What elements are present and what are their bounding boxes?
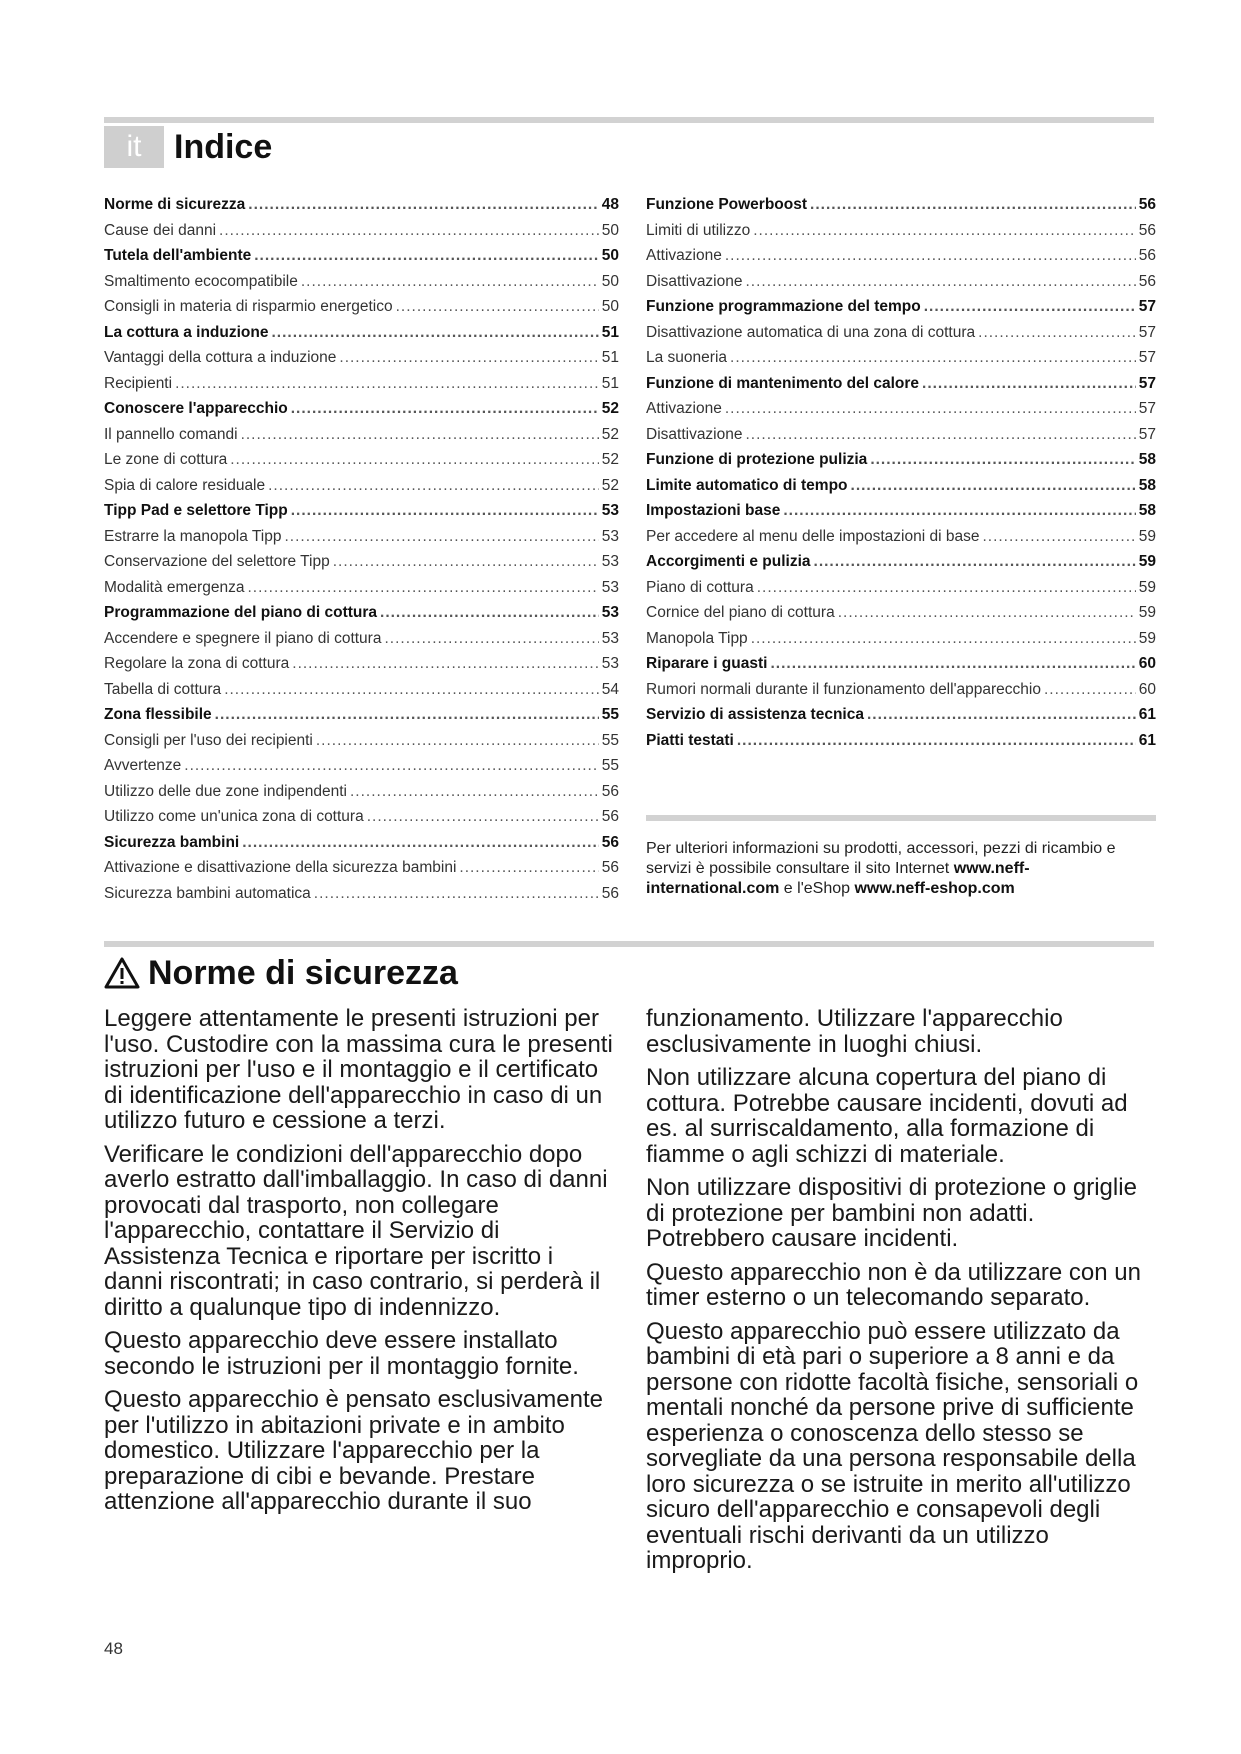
toc-leader-dots	[339, 349, 598, 367]
toc-entry[interactable]	[104, 834, 619, 860]
toc-entry[interactable]	[646, 706, 1156, 732]
toc-leader-dots	[292, 655, 598, 673]
top-divider	[104, 117, 1154, 123]
toc-leader-dots	[242, 834, 599, 852]
safety-paragraph: Non utilizzare dispositivi di protezione o griglie di protezione per bambini non adatti. Potrebbero causare incidenti.	[646, 1174, 1137, 1252]
info-note	[646, 839, 1156, 899]
toc-leader-dots	[783, 502, 1135, 520]
toc-entry-page: 58	[1138, 451, 1156, 468]
toc-leader-dots	[851, 477, 1136, 495]
toc-entry-title: Avvertenze	[104, 757, 182, 774]
toc-leader-dots	[367, 808, 599, 826]
toc-entry[interactable]	[104, 655, 619, 681]
toc-leader-dots	[982, 528, 1135, 546]
toc-entry-page: 57	[1138, 349, 1156, 366]
toc-leader-dots	[268, 477, 599, 495]
toc-entry[interactable]	[646, 400, 1156, 426]
safety-text-left-column	[104, 1006, 614, 1523]
eshop-link[interactable]: www.neff-eshop.com	[854, 880, 1015, 897]
toc-entry-title: Attivazione e disattivazione della sicurezza bambini	[104, 859, 457, 876]
toc-entry[interactable]	[104, 400, 619, 426]
toc-entry-title: Manopola Tipp	[646, 629, 748, 647]
toc-left-column	[104, 196, 619, 910]
toc-entry-page: 57	[1138, 425, 1156, 443]
safety-paragraph: Verificare le condizioni dell'apparecchio dopo averlo estratto dall'imballaggio. In caso di danni provocati dal trasporto, non collegare l'apparecchio, contattare il Servizio di Assistenza Tecnica e riportare per iscritto i danni riscontrati; in caso contrario, si perderà il diritto a qualunque tipo di indennizzo.	[104, 1140, 608, 1321]
toc-leader-dots	[224, 681, 599, 699]
toc-entry-title: Il pannello comandi	[104, 425, 238, 443]
toc-entry[interactable]	[646, 732, 1156, 758]
toc-entry-page: 53	[601, 629, 619, 647]
toc-entry[interactable]	[104, 579, 619, 605]
toc-leader-dots	[333, 553, 599, 571]
toc-entry-page: 61	[1138, 731, 1156, 749]
toc-entry-title: Consigli in materia di risparmio energetico	[104, 298, 393, 315]
toc-entry[interactable]	[646, 528, 1156, 554]
toc-entry-title: Disattivazione	[646, 425, 743, 443]
toc-entry-page: 57	[1138, 374, 1156, 392]
toc-entry-page: 53	[601, 578, 619, 596]
toc-entry[interactable]	[646, 502, 1156, 528]
toc-entry-title: Per accedere al menu delle impostazioni di base	[646, 527, 980, 545]
toc-entry[interactable]	[104, 528, 619, 554]
toc-entry-title: Rumori normali durante il funzionamento dell'apparecchio	[646, 680, 1041, 698]
toc-entry-title: Estrarre la manopola Tipp	[104, 527, 282, 545]
toc-entry-title: La cottura a induzione	[104, 323, 269, 341]
toc-leader-dots	[870, 451, 1135, 469]
toc-entry-page: 60	[1138, 655, 1156, 672]
safety-paragraph: Questo apparecchio deve essere installato secondo le istruzioni per il montaggio fornite.	[104, 1327, 579, 1380]
toc-entry-page: 50	[601, 247, 619, 264]
toc-leader-dots	[867, 706, 1136, 724]
toc-entry-title: Tabella di cottura	[104, 680, 222, 698]
toc-entry-title: La suoneria	[646, 349, 728, 366]
toc-entry[interactable]	[646, 604, 1156, 630]
toc-leader-dots	[459, 859, 598, 877]
toc-entry[interactable]	[646, 655, 1156, 681]
toc-entry-page: 57	[1138, 400, 1156, 417]
toc-entry-title: Zona flessibile	[104, 706, 212, 723]
toc-entry[interactable]	[104, 630, 619, 656]
toc-entry[interactable]	[104, 732, 619, 758]
safety-paragraph: funzionamento. Utilizzare l'apparecchio esclusivamente in luoghi chiusi.	[646, 1005, 1063, 1058]
toc-entry-page: 55	[601, 731, 619, 749]
toc-entry-title: Attivazione	[646, 400, 722, 417]
toc-entry[interactable]	[646, 426, 1156, 452]
toc-entry-title: Modalità emergenza	[104, 578, 245, 596]
toc-entry-page: 53	[601, 604, 619, 621]
toc-entry-page: 51	[601, 323, 619, 341]
toc-entry[interactable]	[104, 477, 619, 503]
toc-leader-dots	[248, 196, 598, 214]
toc-entry[interactable]	[104, 298, 619, 324]
toc-leader-dots	[753, 222, 1136, 240]
toc-entry-page: 54	[601, 680, 619, 698]
toc-entry-page: 59	[1138, 578, 1156, 596]
toc-entry-page: 56	[601, 884, 619, 902]
toc-leader-dots	[737, 732, 1136, 750]
toc-leader-dots	[810, 196, 1136, 214]
warning-triangle-icon	[104, 956, 140, 990]
toc-entry[interactable]	[104, 885, 619, 911]
toc-entry-title: Limiti di utilizzo	[646, 221, 751, 239]
toc-entry-title: Smaltimento ecocompatibile	[104, 272, 298, 290]
toc-entry[interactable]	[646, 324, 1156, 350]
safety-paragraph: Questo apparecchio non è da utilizzare con un timer esterno o un telecomando separato.	[646, 1258, 1141, 1311]
toc-entry-title: Tutela dell'ambiente	[104, 247, 252, 264]
toc-leader-dots	[746, 426, 1136, 444]
toc-entry[interactable]	[646, 375, 1156, 401]
toc-entry-page: 59	[1138, 604, 1156, 621]
toc-entry[interactable]	[104, 273, 619, 299]
toc-leader-dots	[770, 655, 1135, 673]
toc-entry[interactable]	[104, 222, 619, 248]
toc-entry-page: 52	[601, 425, 619, 443]
toc-leader-dots	[380, 604, 599, 622]
toc-entry-title: Utilizzo delle due zone indipendenti	[104, 782, 347, 800]
toc-entry-title: Vantaggi della cottura a induzione	[104, 349, 337, 366]
toc-entry[interactable]	[104, 808, 619, 834]
toc-entry-title: Programmazione del piano di cottura	[104, 604, 378, 621]
toc-leader-dots	[291, 502, 599, 520]
toc-entry[interactable]	[646, 222, 1156, 248]
toc-entry-page: 56	[1138, 196, 1156, 213]
toc-entry[interactable]	[646, 477, 1156, 503]
toc-entry-title: Spia di calore residuale	[104, 476, 266, 494]
toc-entry-page: 56	[601, 782, 619, 800]
toc-entry-title: Servizio di assistenza tecnica	[646, 706, 864, 723]
toc-entry[interactable]	[104, 426, 619, 452]
toc-leader-dots	[725, 400, 1136, 418]
toc-entry[interactable]	[104, 604, 619, 630]
toc-right-column	[646, 196, 1156, 757]
index-header	[104, 126, 272, 168]
toc-leader-dots	[241, 426, 599, 444]
toc-entry[interactable]	[646, 298, 1156, 324]
toc-entry-title: Accendere e spegnere il piano di cottura	[104, 629, 382, 647]
toc-entry-title: Piatti testati	[646, 731, 734, 749]
toc-leader-dots	[757, 579, 1136, 597]
safety-paragraph: Non utilizzare alcuna copertura del piano di cottura. Potrebbe causare incidenti, dovuti ad es. al surriscaldamento, alla formazione di fiamme o agli schizzi di materiale.	[646, 1064, 1128, 1168]
info-connector: e l'eShop	[779, 880, 855, 897]
language-badge: it	[104, 126, 164, 168]
toc-entry-title: Sicurezza bambini automatica	[104, 884, 311, 902]
toc-entry[interactable]	[646, 553, 1156, 579]
toc-leader-dots	[219, 222, 599, 240]
toc-entry[interactable]	[646, 630, 1156, 656]
toc-entry-title: Impostazioni base	[646, 502, 781, 519]
toc-entry-page: 53	[601, 502, 619, 519]
toc-entry-page: 60	[1138, 680, 1156, 698]
toc-entry-title: Riparare i guasti	[646, 655, 768, 672]
toc-entry-title: Recipienti	[104, 374, 173, 392]
toc-entry-title: Norme di sicurezza	[104, 196, 246, 213]
toc-entry-page: 50	[601, 298, 619, 315]
toc-entry[interactable]	[104, 451, 619, 477]
toc-entry-page: 58	[1138, 476, 1156, 494]
toc-leader-dots	[396, 298, 599, 316]
toc-entry-page: 55	[601, 706, 619, 723]
toc-entry-page: 56	[601, 808, 619, 825]
toc-entry-title: Disattivazione automatica di una zona di cottura	[646, 323, 976, 341]
toc-entry-title: Regolare la zona di cottura	[104, 655, 290, 672]
toc-entry-title: Funzione programmazione del tempo	[646, 298, 921, 315]
toc-entry-page: 53	[601, 553, 619, 570]
toc-leader-dots	[1044, 681, 1136, 699]
toc-leader-dots	[751, 630, 1136, 648]
toc-leader-dots	[254, 247, 599, 265]
toc-entry-page: 48	[601, 196, 619, 213]
toc-entry-title: Funzione di protezione pulizia	[646, 451, 868, 468]
toc-entry[interactable]	[104, 681, 619, 707]
toc-entry[interactable]	[104, 349, 619, 375]
toc-entry-title: Conoscere l'apparecchio	[104, 400, 288, 417]
toc-entry[interactable]	[104, 859, 619, 885]
toc-entry-title: Consigli per l'uso dei recipienti	[104, 731, 313, 749]
toc-leader-dots	[215, 706, 599, 724]
toc-entry-title: Utilizzo come un'unica zona di cottura	[104, 808, 364, 825]
safety-paragraph: Questo apparecchio è pensato esclusivamente per l'utilizzo in abitazioni private e in ambito domestico. Utilizzare l'apparecchio per la preparazione di cibi e bevande. Prestare attenzione all'apparecchio durante il suo	[104, 1386, 603, 1515]
toc-entry-page: 56	[601, 859, 619, 876]
toc-entry-page: 56	[1138, 247, 1156, 264]
toc-leader-dots	[247, 579, 598, 597]
toc-entry-page: 59	[1138, 553, 1156, 570]
safety-paragraph: Leggere attentamente le presenti istruzioni per l'uso. Custodire con la massima cura le presenti istruzioni per l'uso e il montaggio e il certificato di identificazione dell'apparecchio in caso di un utilizzo futuro e cessione a terzi.	[104, 1005, 613, 1134]
safety-section-title: Norme di sicurezza	[148, 953, 458, 992]
toc-leader-dots	[814, 553, 1136, 571]
toc-entry-page: 52	[601, 400, 619, 417]
toc-entry-page: 50	[601, 272, 619, 290]
toc-leader-dots	[922, 375, 1136, 393]
toc-entry[interactable]	[646, 349, 1156, 375]
toc-entry-page: 58	[1138, 502, 1156, 519]
toc-entry[interactable]	[104, 196, 619, 222]
index-title: Indice	[174, 127, 273, 166]
toc-entry-page: 56	[1138, 272, 1156, 290]
toc-leader-dots	[184, 757, 598, 775]
toc-leader-dots	[838, 604, 1136, 622]
toc-entry-title: Tipp Pad e selettore Tipp	[104, 502, 288, 519]
toc-entry[interactable]	[646, 451, 1156, 477]
toc-leader-dots	[725, 247, 1136, 265]
toc-entry[interactable]	[104, 502, 619, 528]
safety-paragraph: Questo apparecchio può essere utilizzato da bambini di età pari o superiore a 8 anni e da persone con ridotte facoltà fisiche, sensoriali o mentali nonché da persone prive di sufficiente esperienza o conoscenza dello stesso se sorvegliate da una persona responsabile della loro sicurezza o se istruite in merito all'utilizzo sicuro dell'apparecchio e consapevoli degli eventuali rischi derivanti da un utilizzo improprio.	[646, 1317, 1139, 1574]
toc-entry-page: 56	[1138, 221, 1156, 239]
toc-entry-title: Cause dei danni	[104, 221, 217, 239]
toc-entry-page: 59	[1138, 527, 1156, 545]
toc-leader-dots	[316, 732, 599, 750]
info-divider	[646, 815, 1156, 821]
toc-entry-title: Limite automatico di tempo	[646, 476, 848, 494]
section-divider	[104, 941, 1154, 947]
toc-entry[interactable]	[646, 579, 1156, 605]
page-number: 48	[104, 1639, 123, 1658]
toc-entry-title: Funzione Powerboost	[646, 196, 808, 213]
toc-entry-page: 53	[601, 655, 619, 672]
toc-entry-title: Sicurezza bambini	[104, 833, 240, 851]
website-link[interactable]: www.neff-international.com	[646, 860, 1030, 897]
toc-entry-title: Le zone di cottura	[104, 451, 228, 468]
toc-leader-dots	[314, 885, 599, 903]
toc-leader-dots	[350, 783, 599, 801]
toc-leader-dots	[271, 324, 598, 342]
safety-section-header	[104, 948, 458, 998]
toc-entry-title: Attivazione	[646, 247, 722, 264]
toc-entry-page: 55	[601, 757, 619, 774]
toc-entry-page: 51	[601, 349, 619, 366]
toc-entry-page: 56	[601, 833, 619, 851]
toc-entry-title: Cornice del piano di cottura	[646, 604, 835, 621]
toc-leader-dots	[924, 298, 1136, 316]
info-text: Per ulteriori informazioni su prodotti, accessori, pezzi di ricambio e servizi è possibile consultare il sito Internet	[646, 840, 1116, 877]
toc-entry[interactable]	[104, 757, 619, 783]
toc-leader-dots	[978, 324, 1136, 342]
toc-leader-dots	[230, 451, 599, 469]
toc-entry[interactable]	[104, 324, 619, 350]
toc-entry-title: Accorgimenti e pulizia	[646, 553, 811, 570]
toc-entry-title: Conservazione del selettore Tipp	[104, 553, 330, 570]
toc-entry[interactable]	[104, 553, 619, 579]
safety-text-right-column	[646, 1006, 1156, 1582]
toc-leader-dots	[291, 400, 599, 418]
toc-entry-page: 50	[601, 221, 619, 239]
toc-entry-page: 52	[601, 451, 619, 468]
toc-entry-page: 61	[1138, 706, 1156, 723]
toc-entry-page: 57	[1138, 298, 1156, 315]
toc-entry[interactable]	[646, 196, 1156, 222]
toc-entry-title: Funzione di mantenimento del calore	[646, 374, 920, 392]
toc-entry-title: Piano di cottura	[646, 578, 754, 596]
toc-leader-dots	[301, 273, 599, 291]
toc-entry-page: 52	[601, 476, 619, 494]
toc-entry-page: 59	[1138, 629, 1156, 647]
toc-entry-title: Disattivazione	[646, 272, 743, 290]
toc-leader-dots	[284, 528, 598, 546]
toc-leader-dots	[384, 630, 598, 648]
toc-entry[interactable]	[646, 247, 1156, 273]
toc-entry-page: 57	[1138, 323, 1156, 341]
toc-entry[interactable]	[104, 247, 619, 273]
toc-entry-page: 53	[601, 527, 619, 545]
toc-entry[interactable]	[646, 681, 1156, 707]
toc-entry[interactable]	[104, 375, 619, 401]
toc-leader-dots	[746, 273, 1136, 291]
toc-leader-dots	[730, 349, 1136, 367]
toc-entry-page: 51	[601, 374, 619, 392]
toc-entry[interactable]	[104, 783, 619, 809]
toc-entry[interactable]	[646, 273, 1156, 299]
toc-leader-dots	[175, 375, 599, 393]
toc-entry[interactable]	[104, 706, 619, 732]
